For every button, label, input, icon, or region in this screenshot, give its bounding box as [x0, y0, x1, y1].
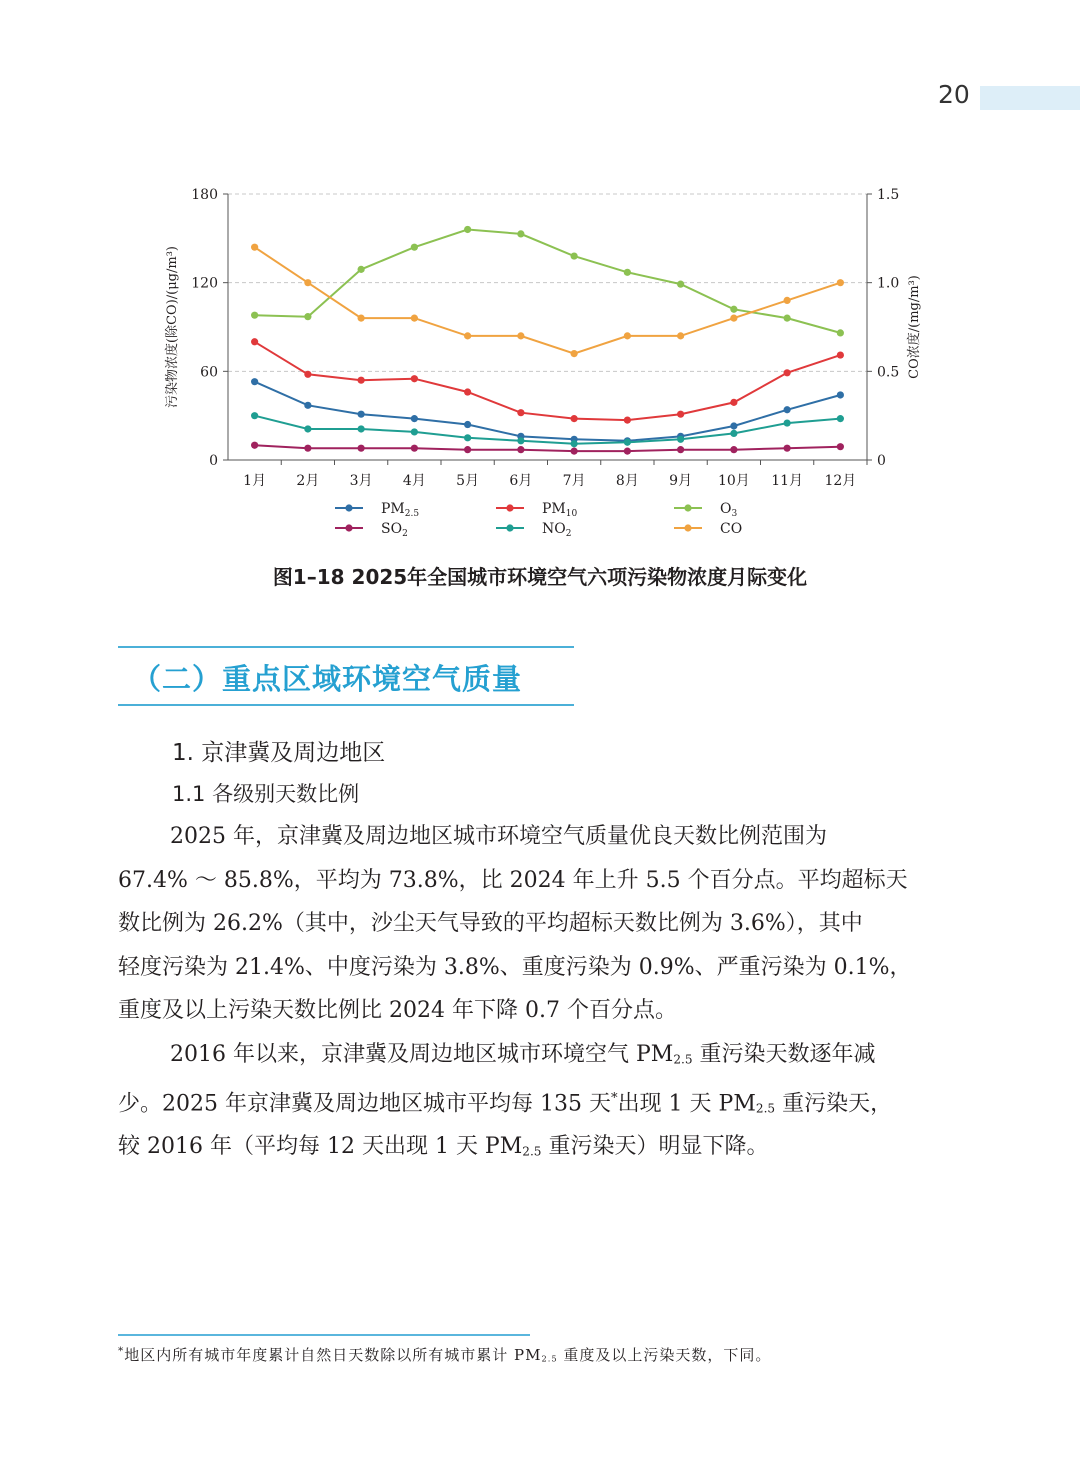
- data-point-o3: [411, 244, 418, 251]
- text-run: 较 2016 年（平均每 12 天出现 1 天 PM: [118, 1134, 523, 1160]
- data-point-no2: [730, 430, 737, 437]
- section-heading: [118, 646, 574, 706]
- text-run: 出现 1 天 PM: [617, 1090, 756, 1116]
- paragraph-2-line: [118, 1077, 966, 1126]
- data-point-o3: [837, 329, 844, 336]
- data-point-co: [358, 315, 365, 322]
- y-tick-label-right: 0.5: [877, 364, 900, 381]
- series-line-co: [255, 247, 841, 353]
- x-tick-label: 8月: [615, 473, 639, 489]
- footnote: [118, 1344, 771, 1365]
- text-run: 少。2025 年京津冀及周边地区城市平均每 135 天: [118, 1090, 611, 1116]
- x-tick-label: 12月: [824, 473, 857, 489]
- paragraph-1-line: 轻度污染为 21.4%、中度污染为 3.8%、重度污染为 0.9%、严重污染为 0.1%，: [118, 954, 912, 980]
- x-tick-label: 2月: [296, 473, 320, 489]
- footnote-marker: *: [610, 1090, 618, 1106]
- data-point-o3: [624, 269, 631, 276]
- legend-marker-pm10: [506, 504, 513, 511]
- data-point-pm10: [304, 371, 311, 378]
- legend-label-no2: $NO_2$: [542, 521, 572, 539]
- x-tick-label: 1月: [243, 473, 267, 489]
- legend-label-pm25: $PM_{2.5}$: [381, 501, 420, 519]
- paragraph-1-line: 67.4% ～ 85.8%，平均为 73.8%，比 2024 年上升 5.5 个百分点。平均超标天: [118, 867, 908, 893]
- data-point-pm10: [517, 409, 524, 416]
- subscript: 2.5: [522, 1144, 542, 1159]
- page-number: 20: [938, 80, 970, 109]
- subsection-subtitle: 1.1 各级别天数比例: [172, 782, 360, 806]
- text-run: 重污染天，: [775, 1090, 893, 1116]
- footnote-divider: [118, 1334, 530, 1336]
- paragraph-1-line: 2025 年，京津冀及周边地区城市环境空气质量优良天数比例范围为: [170, 824, 827, 849]
- data-point-co: [730, 315, 737, 322]
- subscript: 2.5: [541, 1353, 558, 1364]
- data-point-so2: [358, 445, 365, 452]
- legend-marker-so2: [345, 524, 352, 531]
- data-point-pm10: [784, 369, 791, 376]
- paragraph-1-line: 重度及以上污染天数比例比 2024 年下降 0.7 个百分点。: [118, 998, 677, 1023]
- legend-marker-co: [684, 524, 691, 531]
- footnote-text: 地区内所有城市年度累计自然日天数除以所有城市累计 PM: [124, 1346, 542, 1364]
- paragraph-2-line: [118, 1125, 966, 1169]
- data-point-co: [784, 297, 791, 304]
- y-tick-label-right: 1.5: [877, 187, 900, 203]
- data-point-no2: [624, 439, 631, 446]
- y-axis-title-left: 污染物浓度(除CO)/(μg/m³): [165, 246, 180, 408]
- legend-marker-no2: [506, 524, 513, 531]
- footnote-marker: *: [118, 1345, 125, 1357]
- data-point-co: [517, 332, 524, 339]
- data-point-o3: [784, 315, 791, 322]
- data-point-o3: [571, 252, 578, 259]
- y-tick-label-left: 120: [191, 275, 218, 292]
- data-point-pm10: [624, 417, 631, 424]
- legend-label-o3: $O_3$: [720, 501, 738, 519]
- data-point-pm25: [730, 422, 737, 429]
- data-point-pm25: [837, 391, 844, 398]
- data-point-pm10: [677, 411, 684, 418]
- data-point-o3: [677, 281, 684, 288]
- subscript: 2.5: [673, 1052, 693, 1067]
- data-point-so2: [517, 446, 524, 453]
- text-run: 重污染天）明显下降。: [541, 1134, 769, 1160]
- data-point-so2: [784, 445, 791, 452]
- data-point-so2: [464, 446, 471, 453]
- series-line-pm10: [255, 342, 841, 420]
- data-point-o3: [464, 226, 471, 233]
- data-point-pm25: [304, 402, 311, 409]
- data-point-so2: [624, 448, 631, 455]
- data-point-co: [411, 315, 418, 322]
- paragraph-1: [118, 815, 966, 1033]
- data-point-so2: [304, 445, 311, 452]
- y-tick-label-left: 180: [191, 187, 218, 203]
- data-point-co: [624, 332, 631, 339]
- data-point-o3: [251, 312, 258, 319]
- data-point-so2: [837, 443, 844, 450]
- data-point-no2: [837, 415, 844, 422]
- paragraph-1-line: 数比例为 26.2%（其中，沙尘天气导致的平均超标天数比例为 3.6%），其中: [118, 911, 863, 936]
- paragraph-2: [118, 1033, 966, 1169]
- data-point-no2: [464, 434, 471, 441]
- data-point-so2: [730, 446, 737, 453]
- data-point-co: [837, 279, 844, 286]
- y-axis-title-right: CO浓度/(mg/m³): [907, 275, 922, 379]
- data-point-pm10: [464, 388, 471, 395]
- x-tick-label: 4月: [402, 473, 426, 489]
- x-tick-label: 5月: [456, 473, 480, 489]
- chart-axes: [228, 194, 867, 460]
- data-point-o3: [517, 230, 524, 237]
- footnote-text: 重度及以上污染天数，下同。: [557, 1346, 772, 1364]
- data-point-no2: [251, 412, 258, 419]
- data-point-no2: [304, 425, 311, 432]
- page-tab-decoration: [980, 86, 1080, 110]
- x-tick-label: 11月: [771, 473, 804, 489]
- pollutant-line-chart: [150, 175, 930, 550]
- data-point-no2: [571, 440, 578, 447]
- legend-label-so2: $SO_2$: [381, 521, 408, 539]
- data-point-no2: [784, 419, 791, 426]
- chart-ticks: [191, 187, 899, 489]
- y-tick-label-right: 0: [877, 453, 886, 469]
- chart-plot-area: [251, 226, 844, 455]
- data-point-co: [571, 350, 578, 357]
- data-point-so2: [571, 448, 578, 455]
- data-point-pm25: [251, 378, 258, 385]
- data-point-so2: [677, 446, 684, 453]
- y-tick-label-left: 0: [209, 453, 218, 469]
- text-run: 2016 年以来，京津冀及周边地区城市环境空气 PM: [170, 1042, 674, 1067]
- series-line-o3: [255, 230, 841, 333]
- data-point-pm10: [411, 375, 418, 382]
- data-point-pm10: [571, 415, 578, 422]
- data-point-pm10: [251, 338, 258, 345]
- text-run: 重污染天数逐年减: [692, 1042, 876, 1067]
- data-point-so2: [251, 442, 258, 449]
- data-point-pm10: [730, 399, 737, 406]
- data-point-o3: [304, 313, 311, 320]
- x-tick-label: 9月: [669, 473, 693, 489]
- data-point-co: [304, 279, 311, 286]
- legend-marker-o3: [684, 504, 691, 511]
- subsection-title: 1. 京津冀及周边地区: [172, 740, 386, 766]
- chart-legend: [335, 501, 742, 539]
- series-line-so2: [255, 445, 841, 451]
- y-tick-label-left: 60: [200, 364, 218, 381]
- figure-caption: 图1–18 2025年全国城市环境空气六项污染物浓度月际变化: [272, 565, 808, 589]
- data-point-so2: [411, 445, 418, 452]
- data-point-no2: [517, 437, 524, 444]
- data-point-no2: [677, 436, 684, 443]
- legend-marker-pm25: [345, 504, 352, 511]
- legend-label-co: CO: [720, 521, 743, 537]
- data-point-pm25: [784, 406, 791, 413]
- x-tick-label: 3月: [349, 473, 373, 489]
- data-point-pm25: [464, 421, 471, 428]
- data-point-pm10: [358, 377, 365, 384]
- x-tick-label: 10月: [717, 473, 750, 489]
- data-point-co: [251, 244, 258, 251]
- data-point-pm25: [411, 415, 418, 422]
- series-line-pm25: [255, 382, 841, 441]
- x-tick-label: 6月: [509, 473, 533, 489]
- data-point-no2: [411, 428, 418, 435]
- subscript: 2.5: [755, 1101, 776, 1116]
- data-point-o3: [730, 306, 737, 313]
- data-point-no2: [358, 425, 365, 432]
- legend-label-pm10: $PM_{10}$: [542, 501, 578, 519]
- data-point-co: [464, 332, 471, 339]
- data-point-co: [677, 332, 684, 339]
- data-point-o3: [358, 266, 365, 273]
- x-tick-label: 7月: [562, 473, 586, 489]
- y-tick-label-right: 1.0: [877, 275, 900, 292]
- paragraph-2-line: [118, 1033, 966, 1077]
- data-point-pm10: [837, 351, 844, 358]
- section-heading-text: （二）重点区域环境空气质量: [132, 662, 523, 696]
- data-point-pm25: [358, 411, 365, 418]
